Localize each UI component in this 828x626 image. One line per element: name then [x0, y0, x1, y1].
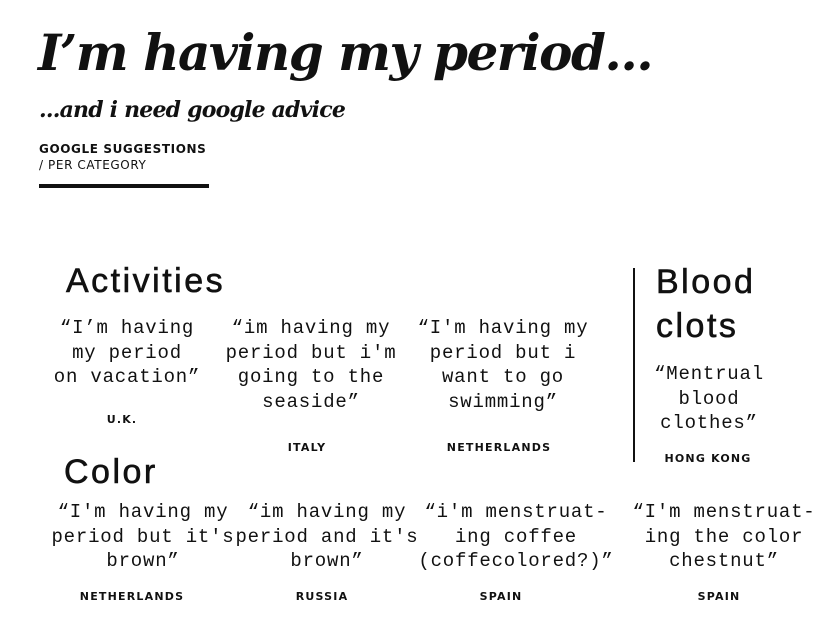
kicker-sublabel: / PER CATEGORY — [39, 158, 147, 172]
country-label: U.K. — [106, 413, 138, 426]
category-heading-color: Color — [64, 453, 158, 491]
country-label: RUSSIA — [295, 590, 349, 603]
suggestion-quote: “I’m having my period on vacation” — [53, 317, 201, 388]
header-rule — [39, 184, 209, 188]
category-divider — [633, 268, 635, 462]
country-label: SPAIN — [697, 590, 741, 603]
country-label: HONG KONG — [664, 452, 752, 465]
suggestion-quote: “I'm menstruat- ing the color chestnut” — [632, 501, 816, 572]
page-title: I’m having my period... — [38, 23, 653, 82]
kicker-label: GOOGLE SUGGESTIONS — [39, 142, 207, 156]
suggestion-quote: “I'm having my period but i want to go swimming” — [417, 317, 589, 413]
country-label: SPAIN — [479, 590, 523, 603]
suggestion-quote: “i'm menstruat- ing coffee (coffecolored?)” — [418, 501, 614, 572]
category-heading-blood-clots: Blood clots — [656, 263, 756, 345]
country-label: ITALY — [287, 441, 327, 454]
suggestion-quote: “im having my period but i'm going to the seaside” — [225, 317, 397, 413]
category-heading-activities: Activities — [66, 262, 226, 300]
country-label: NETHERLANDS — [79, 590, 185, 603]
suggestion-quote: “I'm having my period but it's brown” — [51, 501, 235, 572]
suggestion-quote: “im having my period and it's brown” — [235, 501, 419, 572]
suggestion-quote: “Mentrual blood clothes” — [654, 363, 764, 434]
country-label: NETHERLANDS — [446, 441, 552, 454]
page-subtitle: ...and i need google advice — [39, 97, 346, 123]
